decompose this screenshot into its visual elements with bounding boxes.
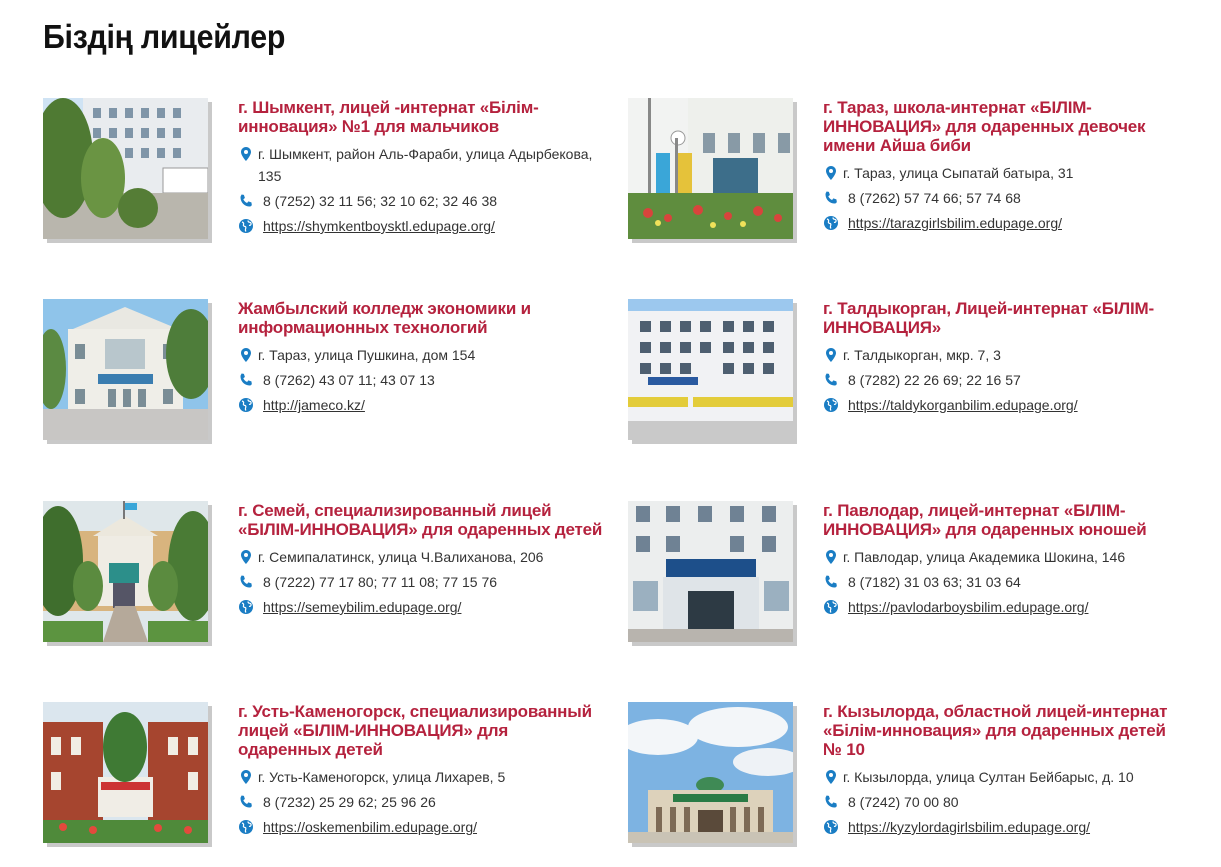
phone-row [238, 369, 603, 391]
website-link[interactable]: https://oskemenbilim.edupage.org/ [263, 819, 478, 835]
address-text: г. Тараз, улица Сыпатай батыра, 31 [843, 165, 1074, 181]
phone-row [823, 369, 1188, 391]
lyceum-card [43, 299, 603, 449]
globe-icon [238, 397, 254, 413]
website-row [238, 816, 603, 838]
phone-icon [238, 574, 254, 590]
phone-text: 8 (7252) 32 11 56; 32 10 62; 32 46 38 [263, 193, 498, 209]
map-pin-icon [823, 165, 839, 181]
lyceum-photo[interactable] [43, 98, 208, 239]
lyceum-title[interactable]: г. Павлодар, лицей-интернат «БІЛІМ-ИННОВАЦИЯ» для одаренных юношей [823, 501, 1147, 539]
website-row [823, 816, 1188, 838]
website-row [238, 596, 603, 618]
website-row [823, 212, 1188, 234]
phone-row [238, 791, 603, 813]
lyceum-card [43, 501, 603, 651]
lyceum-photo[interactable] [43, 299, 208, 440]
address-row [238, 344, 603, 366]
lyceum-title[interactable]: г. Талдыкорган, Лицей-интернат «БІЛІМ-ИННОВАЦИЯ» [823, 299, 1154, 337]
page-title: Біздің лицейлер [43, 18, 286, 55]
building-photo [43, 702, 208, 843]
phone-row [823, 187, 1188, 209]
website-link[interactable]: https://kyzylordagirlsbilim.edupage.org/ [848, 819, 1091, 835]
lyceum-info [238, 299, 603, 419]
website-row [238, 215, 603, 237]
lyceum-title[interactable]: г. Шымкент, лицей -интернат «Білім-инновация» №1 для мальчиков [238, 98, 539, 136]
lyceum-title[interactable]: г. Усть-Каменогорск, специализированный лицей «БІЛІМ-ИННОВАЦИЯ» для одаренных детей [238, 702, 592, 759]
lyceum-card [628, 702, 1188, 852]
phone-text: 8 (7182) 31 03 63; 31 03 64 [848, 574, 1021, 590]
address-row [238, 546, 603, 568]
phone-text: 8 (7222) 77 17 80; 77 11 08; 77 15 76 [263, 574, 498, 590]
building-photo [628, 501, 793, 642]
phone-icon [238, 794, 254, 810]
lyceum-card [43, 702, 603, 852]
phone-text: 8 (7282) 22 26 69; 22 16 57 [848, 372, 1021, 388]
address-text: г. Шымкент, район Аль-Фараби, улица Адырбекова, 135 [258, 146, 593, 184]
address-row [823, 546, 1188, 568]
building-photo [43, 299, 208, 440]
website-link[interactable]: https://shymkentboysktl.edupage.org/ [263, 218, 495, 234]
website-link[interactable]: http://jameco.kz/ [263, 397, 365, 413]
building-photo [628, 98, 793, 239]
globe-icon [238, 218, 254, 234]
lyceum-photo[interactable] [43, 702, 208, 843]
lyceum-info [238, 98, 603, 240]
phone-text: 8 (7262) 57 74 66; 57 74 68 [848, 190, 1021, 206]
lyceum-card [628, 501, 1188, 651]
lyceum-info [823, 702, 1188, 841]
phone-icon [823, 372, 839, 388]
lyceum-photo[interactable] [628, 702, 793, 843]
phone-text: 8 (7242) 70 00 80 [848, 794, 959, 810]
building-photo [628, 299, 793, 440]
phone-icon [238, 193, 254, 209]
phone-text: 8 (7262) 43 07 11; 43 07 13 [263, 372, 435, 388]
map-pin-icon [238, 549, 254, 565]
website-link[interactable]: https://semeybilim.edupage.org/ [263, 599, 462, 615]
phone-row [823, 791, 1188, 813]
address-row [823, 162, 1188, 184]
globe-icon [823, 819, 839, 835]
address-text: г. Усть-Каменогорск, улица Лихарев, 5 [258, 769, 506, 785]
website-row [823, 394, 1188, 416]
website-row [238, 394, 603, 416]
website-link[interactable]: https://pavlodarboysbilim.edupage.org/ [848, 599, 1089, 615]
lyceum-card [628, 98, 1188, 248]
phone-icon [238, 372, 254, 388]
lyceum-photo[interactable] [628, 501, 793, 642]
building-photo [628, 702, 793, 843]
building-photo [43, 98, 208, 239]
address-row [238, 143, 603, 187]
lyceum-info [823, 501, 1188, 621]
phone-row [238, 190, 603, 212]
website-link[interactable]: https://tarazgirlsbilim.edupage.org/ [848, 215, 1062, 231]
globe-icon [823, 215, 839, 231]
building-photo [43, 501, 208, 642]
globe-icon [238, 599, 254, 615]
lyceum-info [238, 702, 603, 841]
address-text: г. Семипалатинск, улица Ч.Валиханова, 206 [258, 549, 544, 565]
lyceum-photo[interactable] [628, 299, 793, 440]
phone-row [823, 571, 1188, 593]
address-row [238, 766, 603, 788]
website-row [823, 596, 1188, 618]
globe-icon [238, 819, 254, 835]
phone-row [238, 571, 603, 593]
website-link[interactable]: https://taldykorganbilim.edupage.org/ [848, 397, 1078, 413]
lyceum-title[interactable]: г. Кызылорда, областной лицей-интернат «Білім-инновация» для одаренных детей № 10 [823, 702, 1168, 759]
map-pin-icon [823, 549, 839, 565]
lyceum-card [43, 98, 603, 248]
lyceum-photo[interactable] [43, 501, 208, 642]
address-text: г. Талдыкорган, мкр. 7, 3 [843, 347, 1001, 363]
phone-icon [823, 794, 839, 810]
phone-icon [823, 190, 839, 206]
map-pin-icon [238, 146, 254, 162]
map-pin-icon [238, 347, 254, 363]
address-row [823, 344, 1188, 366]
globe-icon [823, 397, 839, 413]
map-pin-icon [823, 347, 839, 363]
address-text: г. Кызылорда, улица Султан Бейбарыс, д. 10 [843, 769, 1134, 785]
lyceum-title[interactable]: г. Семей, специализированный лицей «БІЛІМ-ИННОВАЦИЯ» для одаренных детей [238, 501, 603, 539]
globe-icon [823, 599, 839, 615]
address-row [823, 766, 1188, 788]
map-pin-icon [823, 769, 839, 785]
lyceum-info [823, 98, 1188, 237]
address-text: г. Павлодар, улица Академика Шокина, 146 [843, 549, 1126, 565]
address-text: г. Тараз, улица Пушкина, дом 154 [258, 347, 476, 363]
lyceum-card [628, 299, 1188, 449]
phone-icon [823, 574, 839, 590]
lyceum-title[interactable]: Жамбылский колледж экономики и информационных технологий [238, 299, 531, 337]
lyceum-photo[interactable] [628, 98, 793, 239]
map-pin-icon [238, 769, 254, 785]
lyceum-info [823, 299, 1188, 419]
lyceum-title[interactable]: г. Тараз, школа-интернат «БІЛІМ-ИННОВАЦИЯ» для одаренных девочек имени Айша биби [823, 98, 1146, 155]
lyceum-info [238, 501, 603, 621]
phone-text: 8 (7232) 25 29 62; 25 96 26 [263, 794, 436, 810]
